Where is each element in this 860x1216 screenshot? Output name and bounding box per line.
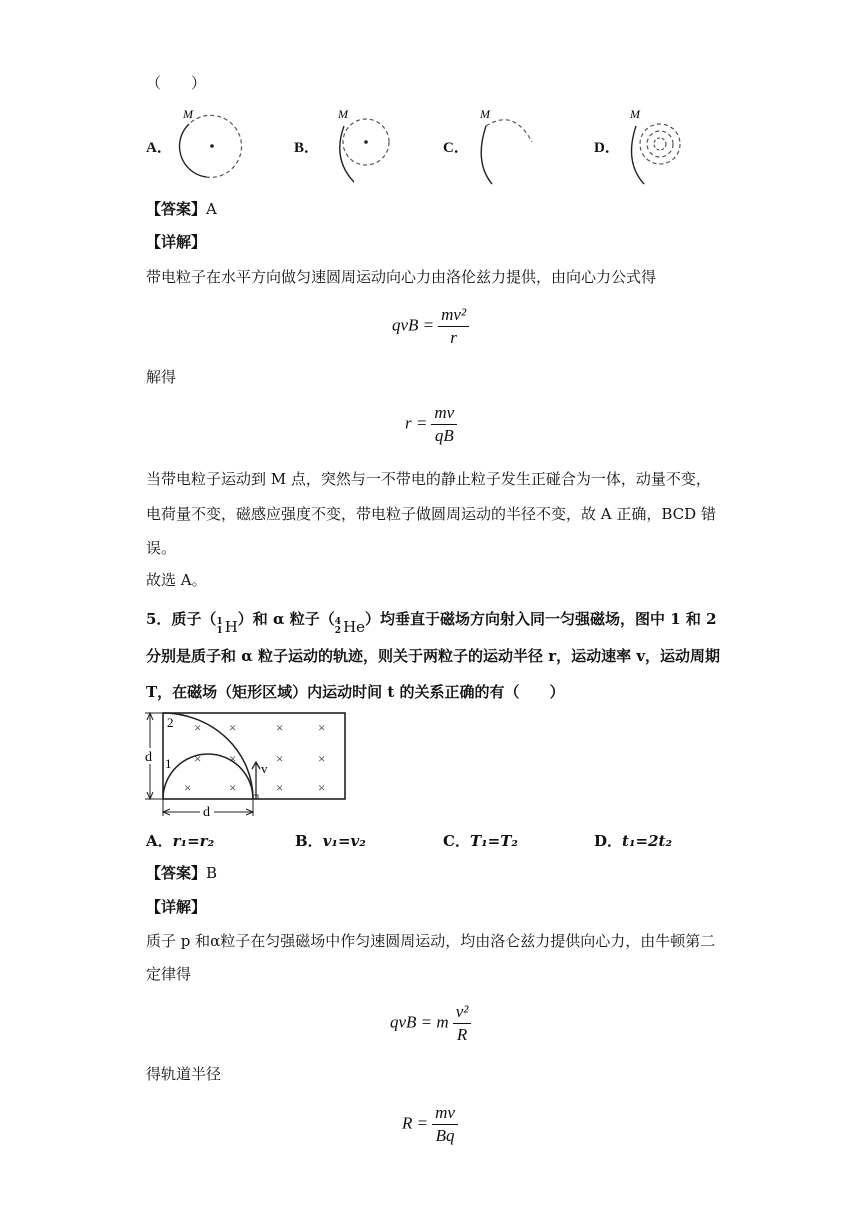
- q4-option-c-point-m: M: [480, 107, 490, 121]
- answer-value: B: [206, 864, 218, 882]
- q4-option-a-point-m: M: [183, 107, 193, 121]
- track-2-label: 2: [167, 715, 174, 730]
- q5-radius-label: 得轨道半径: [146, 1065, 222, 1083]
- q5-option-d: [594, 830, 672, 851]
- q4-conclusion: 故选 A。: [146, 571, 207, 589]
- width-label-d: d: [203, 805, 210, 820]
- field-mark: ×: [229, 720, 237, 735]
- alpha-mass-number: 4: [334, 617, 342, 627]
- q4-answer-paren: （ ）: [146, 74, 207, 92]
- alpha-symbol: He: [343, 618, 366, 636]
- option-letter: A．: [146, 832, 173, 850]
- equation-numerator: mv²: [438, 305, 469, 327]
- q4-solve-label: 解得: [146, 368, 177, 386]
- q5-stem-line-1: [146, 608, 717, 636]
- field-mark: ×: [194, 751, 202, 766]
- track-1-label: 1: [165, 756, 172, 771]
- q4-detail-label: 【详解】: [146, 233, 207, 251]
- answer-value: A: [206, 200, 217, 218]
- track-2: [163, 713, 253, 799]
- q4-option-c-letter: C．: [443, 140, 469, 156]
- q4-paragraph-line-2: 电荷量不变，磁感应强度不变，带电粒子做圆周运动的半径不变，故 A 正确，BCD 错: [146, 505, 716, 523]
- field-mark: ×: [184, 780, 192, 795]
- q4-option-a-letter: A．: [146, 140, 172, 156]
- option-text: v₁=v₂: [322, 832, 366, 850]
- q4-option-b-letter: B．: [294, 140, 320, 156]
- field-marks: [184, 720, 325, 795]
- field-mark: ×: [194, 720, 202, 735]
- equation-lhs: R =: [402, 1113, 429, 1133]
- option-text: t₁=2t₂: [622, 832, 673, 850]
- q5-detail-label: 【详解】: [146, 898, 207, 916]
- q4-answer: [146, 198, 217, 219]
- option-letter: B．: [295, 832, 323, 850]
- answer-label: 【答案】: [146, 864, 207, 882]
- alpha-nuclide: [335, 618, 365, 636]
- q5-option-c: [443, 830, 518, 851]
- equation-denominator: R: [456, 1025, 468, 1044]
- q5-option-b: [295, 830, 366, 851]
- field-mark: ×: [276, 780, 284, 795]
- q5-stem-line-2: 分别是质子和 α 粒子运动的轨迹，则关于两粒子的运动半径 r，运动速率 v，运动周期: [146, 647, 721, 665]
- q5-explanation-line-2: 定律得: [146, 965, 192, 983]
- answer-label: 【答案】: [146, 200, 207, 218]
- q4-option-c-figure: [474, 104, 544, 188]
- equation-denominator: Bq: [435, 1126, 455, 1145]
- q4-equation-2: [405, 403, 457, 446]
- equation-lhs: qvB = m: [390, 1012, 449, 1032]
- q4-paragraph-line-1: 当带电粒子运动到 M 点，突然与一不带电的静止粒子发生正碰合为一体，动量不变，: [146, 470, 711, 488]
- q5-equation-1: [390, 1002, 471, 1045]
- field-mark: ×: [318, 720, 326, 735]
- q4-paragraph-line-3: 误。: [146, 539, 177, 557]
- equation-denominator: r: [450, 328, 457, 347]
- option-text: r₁=r₂: [172, 832, 215, 850]
- equation-numerator: v²: [453, 1002, 472, 1024]
- field-mark: ×: [229, 751, 237, 766]
- q5-explanation-line-1: 质子 p 和α粒子在匀强磁场中作匀速圆周运动，均由洛仑兹力提供向心力，由牛顿第二: [146, 932, 716, 950]
- q5-magnetic-field-figure: [140, 706, 352, 828]
- q4-option-a-figure: [172, 104, 252, 188]
- track-1: [163, 754, 253, 799]
- option-text: T₁=T₂: [469, 832, 518, 850]
- q5-equation-2: [402, 1103, 458, 1146]
- proton-mass-number: 1: [216, 617, 223, 627]
- q4-option-d-figure: [622, 104, 692, 188]
- proton-nuclide: [216, 618, 237, 636]
- stem-text: ）均垂直于磁场方向射入同一匀强磁场，图中 1 和 2: [365, 610, 717, 628]
- field-mark: ×: [276, 720, 284, 735]
- option-letter: D．: [594, 832, 623, 850]
- equation-denominator: qB: [434, 426, 454, 445]
- q5-stem-line-3: T，在磁场（矩形区域）内运动时间 t 的关系正确的有（ ）: [146, 683, 565, 701]
- q4-option-d-letter: D．: [594, 140, 620, 156]
- q4-equation-1: [392, 305, 469, 348]
- q4-option-d-point-m: M: [630, 107, 640, 121]
- q5-answer: [146, 862, 217, 883]
- option-letter: C．: [443, 832, 470, 850]
- stem-text: ）和 α 粒子（: [237, 610, 335, 628]
- equation-lhs: r =: [405, 413, 428, 433]
- field-mark: ×: [276, 751, 284, 766]
- alpha-charge-number: 2: [334, 626, 342, 636]
- proton-charge-number: 1: [216, 626, 223, 636]
- proton-symbol: H: [224, 618, 238, 636]
- field-mark: ×: [229, 780, 237, 795]
- field-mark: ×: [318, 780, 326, 795]
- height-label-d: d: [145, 750, 152, 765]
- stem-text: 5．质子（: [146, 610, 217, 628]
- q4-explanation-line: 带电粒子在水平方向做匀速圆周运动向心力由洛伦兹力提供，由向心力公式得: [146, 268, 657, 286]
- q4-option-b-point-m: M: [338, 107, 348, 121]
- q4-option-b-figure: [330, 104, 400, 188]
- field-mark: ×: [318, 751, 326, 766]
- equation-numerator: mv: [431, 403, 457, 425]
- q5-option-a: [146, 830, 214, 851]
- equation-numerator: mv: [432, 1103, 458, 1125]
- velocity-label: v: [261, 761, 268, 776]
- equation-lhs: qvB =: [392, 315, 435, 335]
